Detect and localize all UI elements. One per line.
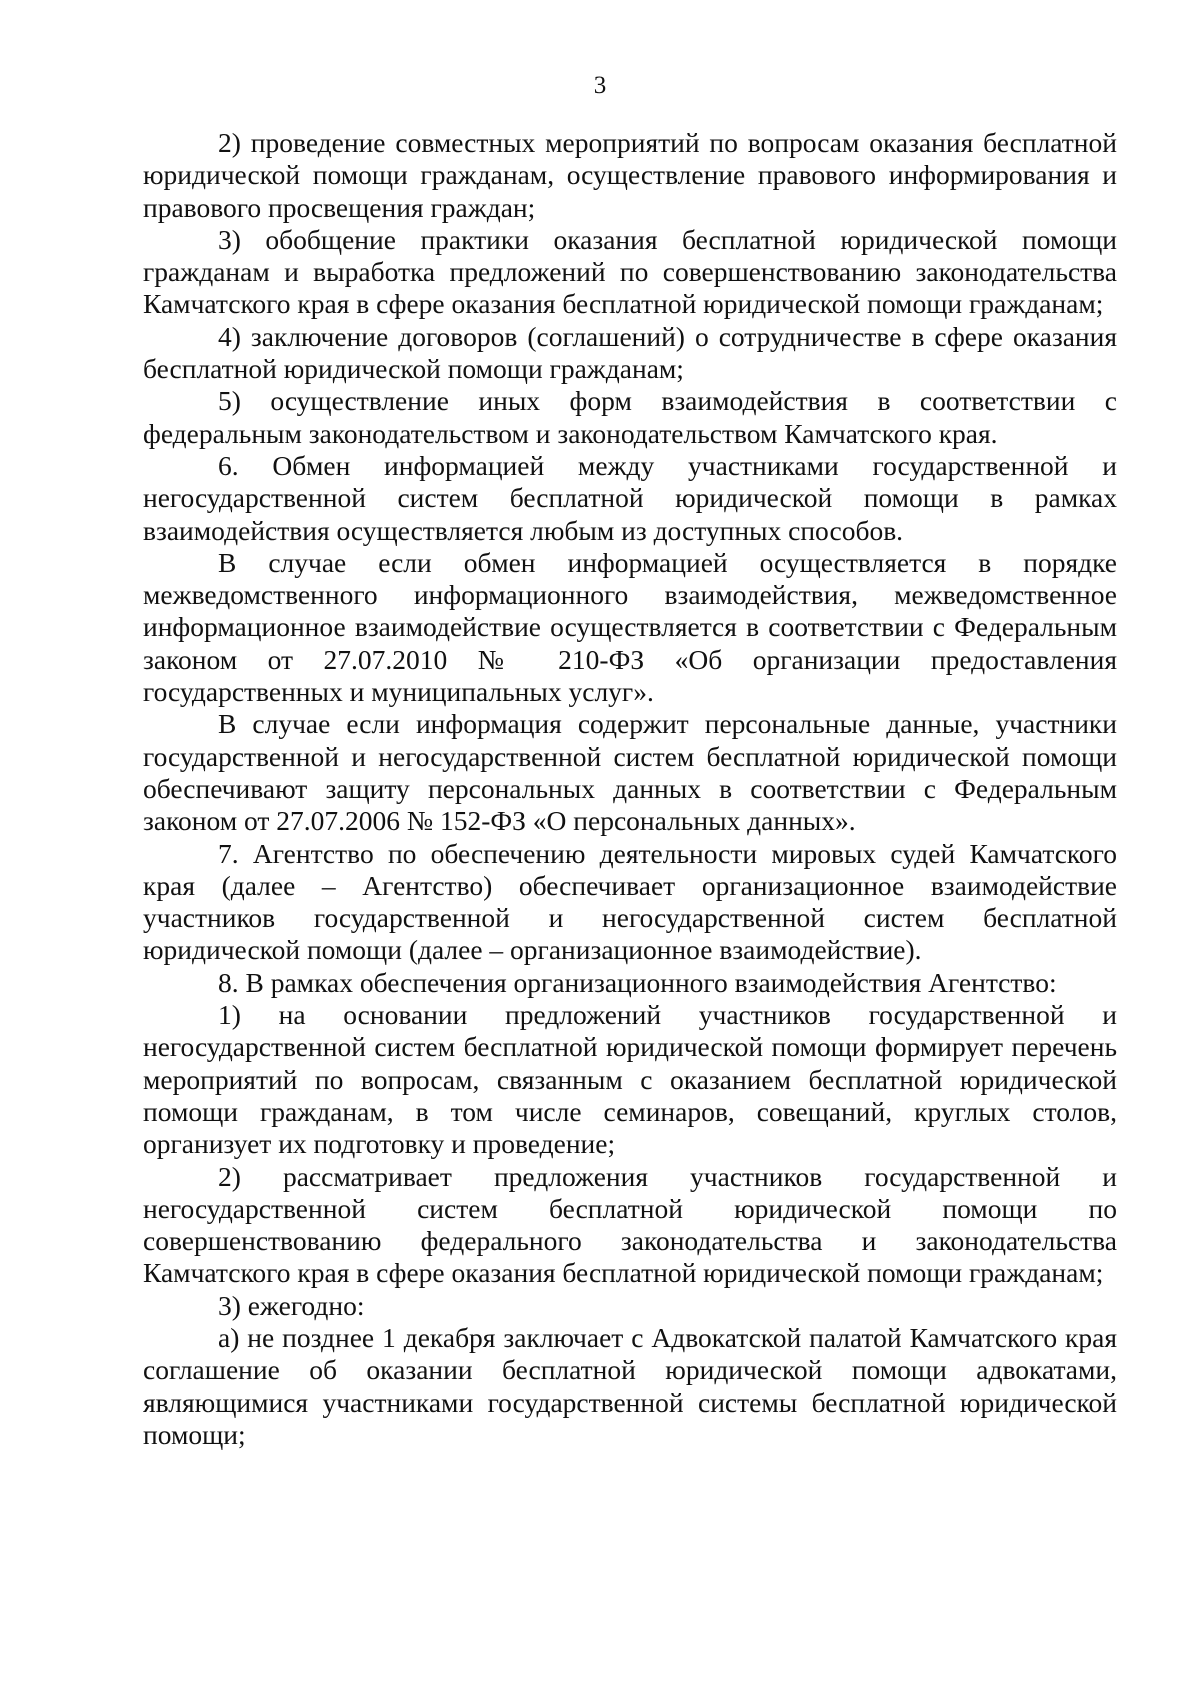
paragraph: 3) обобщение практики оказания бесплатной юридической помощи гражданам и выработка предложений по совершенствованию законодательства Камчатского края в сфере оказания бесплатной юридической помощи гражданам; <box>143 223 1117 320</box>
paragraph: 4) заключение договоров (соглашений) о сотрудничестве в сфере оказания бесплатной юридической помощи гражданам; <box>143 320 1117 385</box>
paragraph: 7. Агентство по обеспечению деятельности мировых судей Камчатского края (далее – Агентство) обеспечивает организационное взаимодействие участников государственной и негосударственной систем бесплатной юридической помощи (далее – организационное взаимодействие). <box>143 837 1117 966</box>
paragraph: 3) ежегодно: <box>218 1289 365 1321</box>
paragraph: 6. Обмен информацией между участниками государственной и негосударственной систем бесплатной юридической помощи в рамках взаимодействия осуществляется любым из доступных способов. <box>143 449 1117 546</box>
paragraph: 2) рассматривает предложения участников государственной и негосударственной систем бесплатной юридической помощи по совершенствованию федерального законодательства и законодательства Камчатского края в сфере оказания бесплатной юридической помощи гражданам; <box>143 1160 1117 1289</box>
document-body <box>143 127 1117 1451</box>
paragraph: 8. В рамках обеспечения организационного взаимодействия Агентство: <box>218 966 1057 998</box>
paragraph: 1) на основании предложений участников государственной и негосударственной систем бесплатной юридической помощи формирует перечень мероприятий по вопросам, связанным с оказанием бесплатной юридической помощи гражданам, в том числе семинаров, совещаний, круглых столов, организует их подготовку и проведение; <box>143 999 1117 1160</box>
paragraph: В случае если информация содержит персональные данные, участники государственной и негосударственной систем бесплатной юридической помощи обеспечивают защиту персональных данных в соответствии с Федеральным законом от 27.07.2006 № 152-ФЗ «О персональных данных». <box>143 708 1117 837</box>
paragraph: 2) проведение совместных мероприятий по вопросам оказания бесплатной юридической помощи гражданам, осуществление правового информирования и правового просвещения граждан; <box>143 127 1117 223</box>
paragraph: 5) осуществление иных форм взаимодействия в соответствии с федеральным законодательством и законодательством Камчатского края. <box>143 385 1117 449</box>
page-number: 3 <box>593 72 607 99</box>
paragraph: В случае если обмен информацией осуществляется в порядке межведомственного информационного взаимодействия, межведомственное информационное взаимодействие осуществляется в соответствии с Федеральным законом от 27.07.2010 № 210-ФЗ «Об организации предоставления государственных и муниципальных услуг». <box>143 546 1117 708</box>
paragraph: а) не позднее 1 декабря заключает с Адвокатской палатой Камчатского края соглашение об оказании бесплатной юридической помощи адвокатами, являющимися участниками государственной системы бесплатной юридической помощи; <box>143 1321 1117 1450</box>
